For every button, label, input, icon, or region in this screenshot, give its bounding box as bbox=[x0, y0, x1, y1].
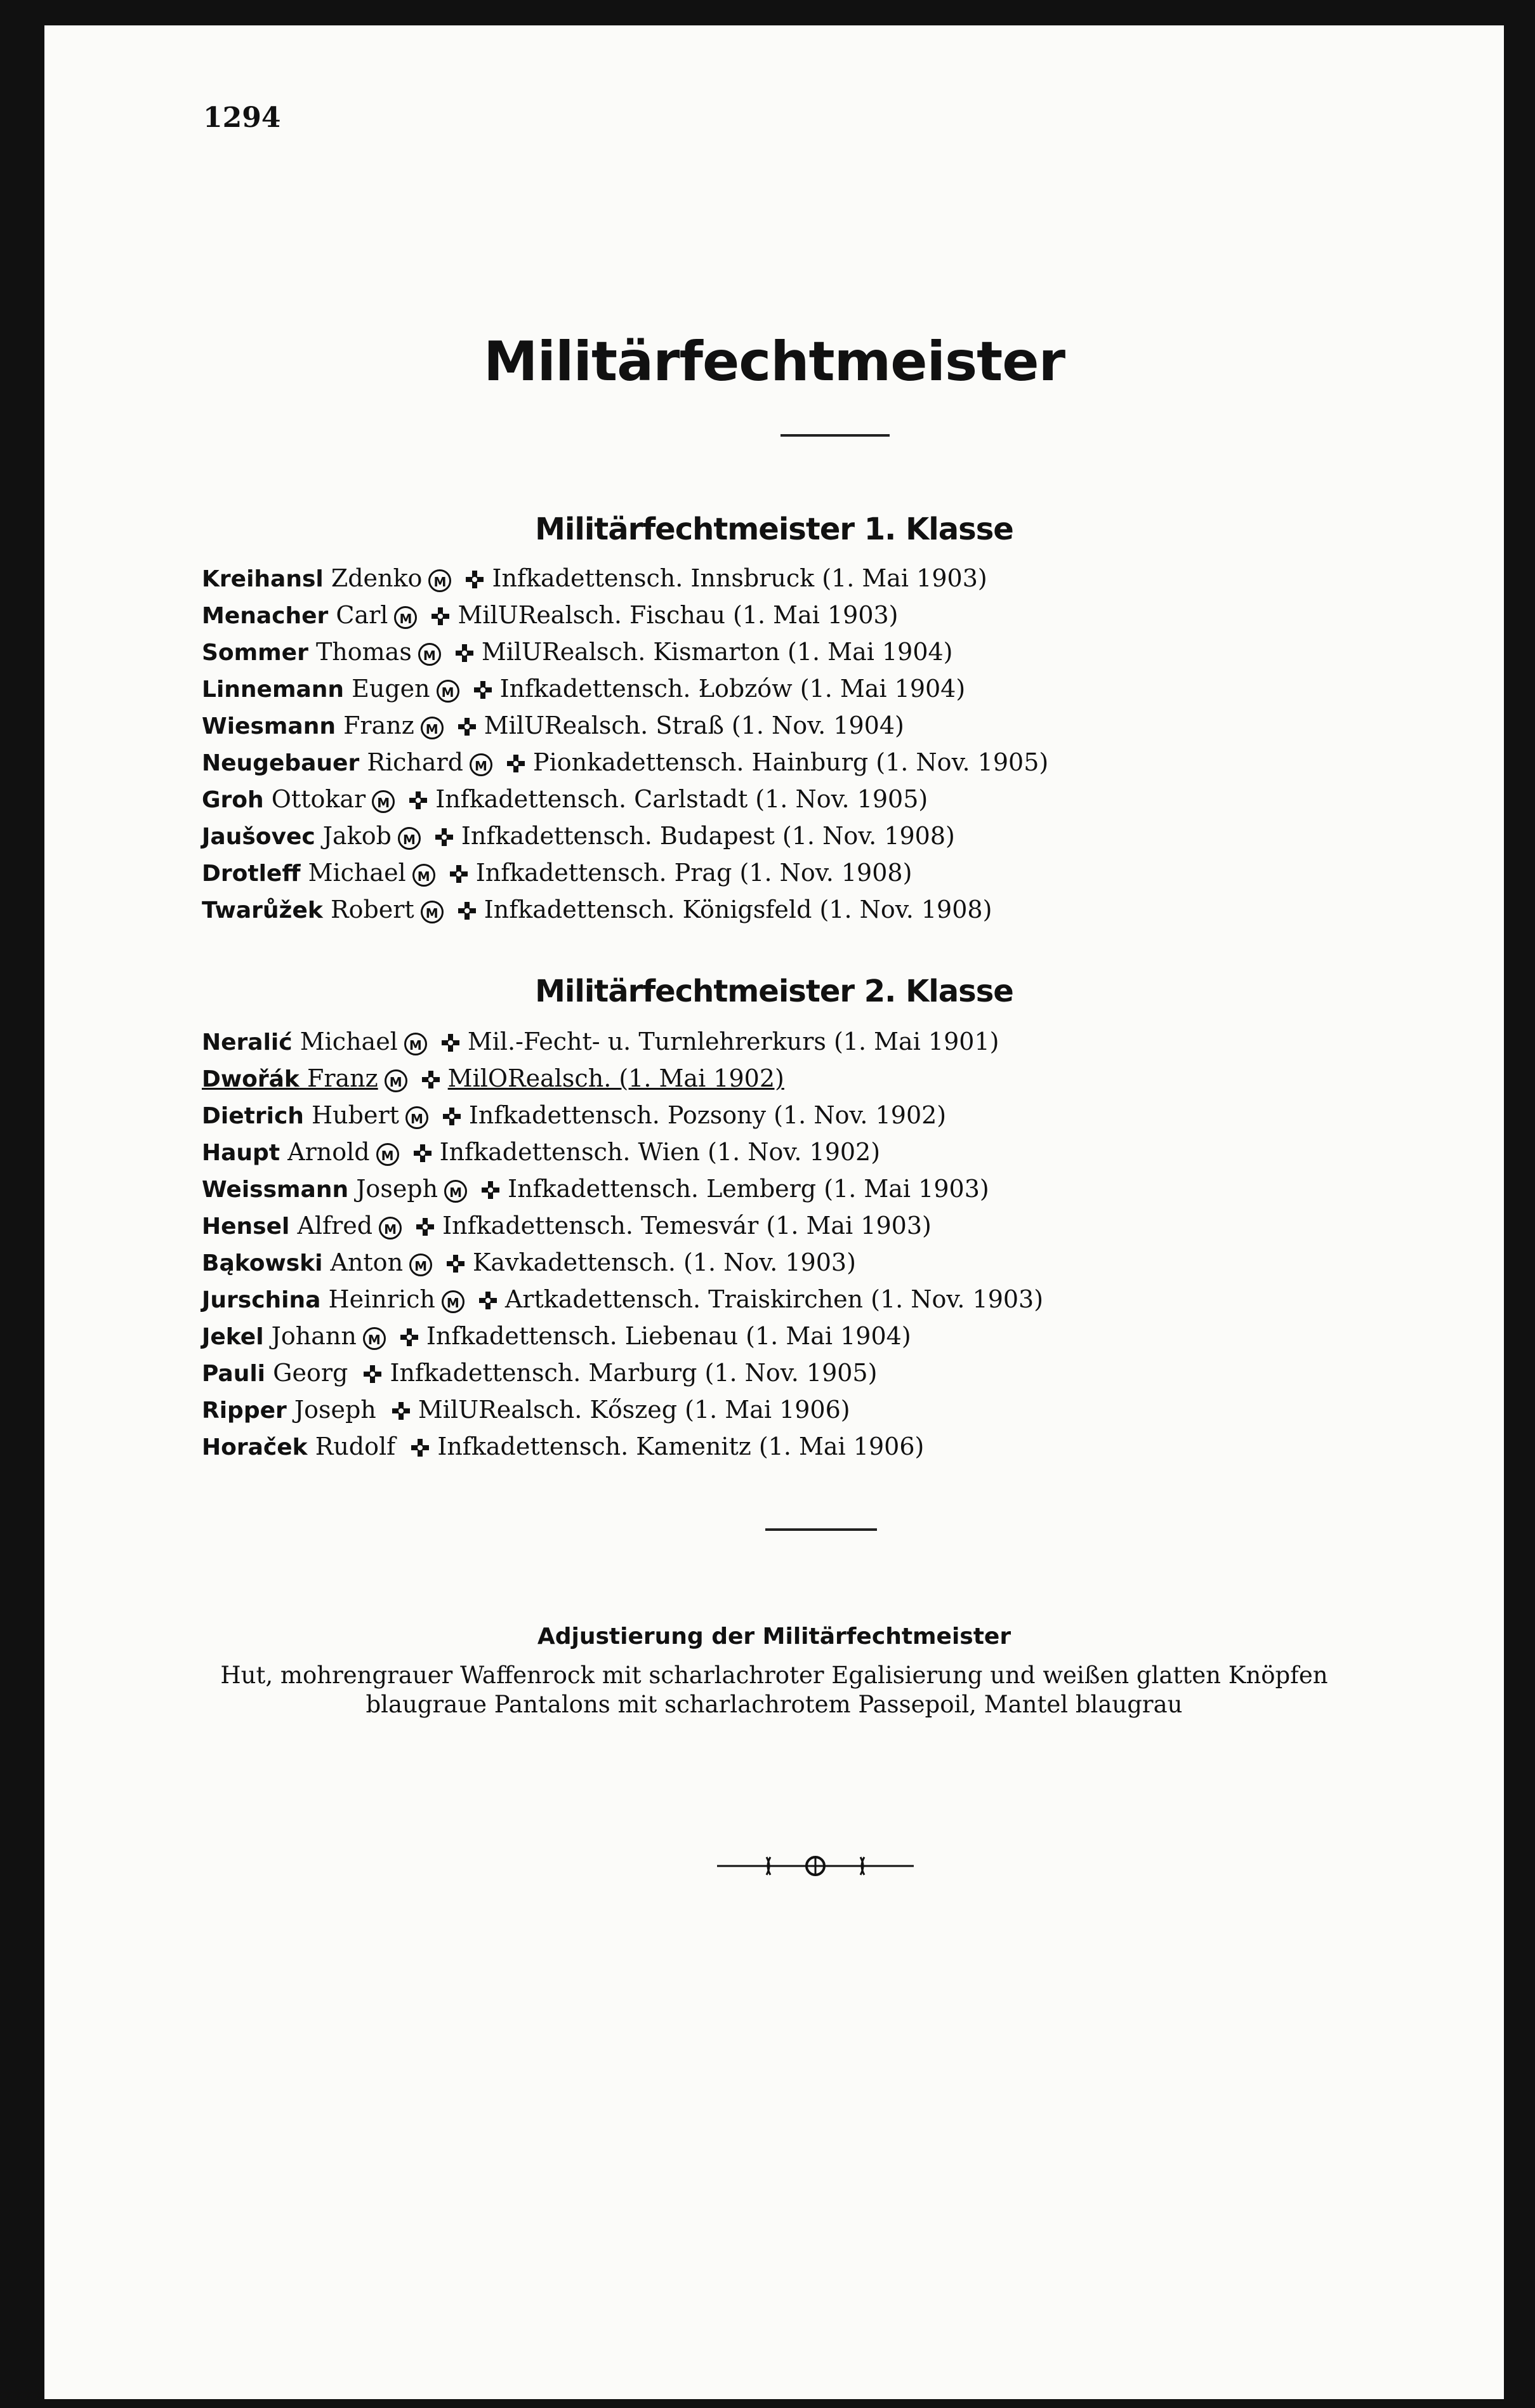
list-item bbox=[202, 1428, 1043, 1465]
entry-detail: Infkadettensch. Temesvár (1. Mai 1903) bbox=[442, 1212, 932, 1240]
list-item bbox=[202, 1244, 1043, 1281]
merit-cross-icon bbox=[481, 1173, 500, 1210]
surname: Neugebauer bbox=[202, 750, 360, 776]
list-item bbox=[202, 744, 1048, 781]
surname: Dietrich bbox=[202, 1103, 304, 1129]
entry-detail: Infkadettensch. Pozsony (1. Nov. 1902) bbox=[468, 1101, 947, 1129]
merit-cross-icon bbox=[400, 1320, 419, 1357]
surname: Wiesmann bbox=[202, 713, 336, 739]
m-circle-icon: M bbox=[412, 864, 435, 887]
list-item bbox=[202, 1060, 1043, 1097]
merit-cross-icon bbox=[506, 746, 525, 783]
merit-cross-icon bbox=[413, 1136, 432, 1173]
given-name: Georg bbox=[273, 1359, 348, 1387]
entry-detail: Infkadettensch. Innsbruck (1. Mai 1903) bbox=[492, 564, 987, 592]
given-name: Ottokar bbox=[271, 785, 366, 813]
given-name: Rudolf bbox=[315, 1432, 396, 1460]
list-item bbox=[202, 560, 1048, 597]
list-item bbox=[202, 1391, 1043, 1428]
m-circle-icon: M bbox=[398, 827, 421, 850]
given-name: Robert bbox=[330, 896, 414, 923]
given-name: Joseph bbox=[294, 1396, 376, 1424]
merit-cross-icon bbox=[473, 673, 492, 710]
merit-cross-icon bbox=[411, 1431, 430, 1467]
section-divider bbox=[765, 1528, 877, 1531]
entry-detail: Infkadettensch. Wien (1. Nov. 1902) bbox=[439, 1138, 881, 1166]
entry-detail: Pionkadettensch. Hainburg (1. Nov. 1905) bbox=[533, 748, 1049, 776]
entry-detail: Infkadettensch. Königsfeld (1. Nov. 1908) bbox=[484, 896, 992, 923]
list-item bbox=[202, 1170, 1043, 1207]
surname: Pauli bbox=[202, 1361, 266, 1387]
surname: Ripper bbox=[202, 1398, 287, 1424]
given-name: Heinrich bbox=[328, 1285, 435, 1313]
given-name: Eugen bbox=[352, 675, 430, 703]
m-circle-icon: M bbox=[437, 680, 459, 703]
surname: Drotleff bbox=[202, 861, 301, 887]
adjustierung-line-1: Hut, mohrengrauer Waffenrock mit scharlachroter Egalisierung und weißen glatten Knöpfen bbox=[220, 1662, 1328, 1689]
given-name: Franz bbox=[343, 711, 414, 739]
entry-detail: Infkadettensch. Marburg (1. Nov. 1905) bbox=[390, 1359, 878, 1387]
entry-detail: Infkadettensch. Lemberg (1. Mai 1903) bbox=[508, 1175, 989, 1203]
given-name: Alfred bbox=[297, 1212, 373, 1240]
surname: Jurschina bbox=[202, 1287, 321, 1313]
surname: Neralić bbox=[202, 1029, 293, 1055]
m-circle-icon: M bbox=[418, 643, 441, 666]
merit-cross-icon bbox=[363, 1357, 382, 1394]
list-item bbox=[202, 1097, 1043, 1134]
list-item bbox=[202, 670, 1048, 707]
entry-list-class-1 bbox=[202, 560, 1048, 928]
m-circle-icon: M bbox=[470, 753, 492, 776]
list-item bbox=[202, 1281, 1043, 1318]
entry-detail: Mil.-Fecht- u. Turnlehrerkurs (1. Mai 1901) bbox=[467, 1028, 999, 1055]
merit-cross-icon bbox=[442, 1099, 461, 1136]
m-circle-icon: M bbox=[421, 717, 444, 739]
m-circle-icon: M bbox=[409, 1254, 432, 1276]
m-circle-icon: M bbox=[404, 1033, 427, 1055]
entry-detail: MilURealsch. Fischau (1. Mai 1903) bbox=[458, 601, 899, 629]
surname: Hensel bbox=[202, 1214, 290, 1240]
m-circle-icon: M bbox=[444, 1180, 467, 1203]
list-item bbox=[202, 1023, 1043, 1060]
entry-detail: MilURealsch. Kőszeg (1. Mai 1906) bbox=[418, 1396, 850, 1424]
surname: Kreihansl bbox=[202, 566, 324, 592]
merit-cross-icon bbox=[458, 894, 477, 930]
surname: Twarůžek bbox=[202, 897, 323, 923]
given-name: Carl bbox=[336, 601, 388, 629]
surname: Groh bbox=[202, 787, 264, 813]
list-item bbox=[202, 1207, 1043, 1244]
merit-cross-icon bbox=[455, 636, 474, 673]
entry-detail: Infkadettensch. Prag (1. Nov. 1908) bbox=[475, 859, 912, 887]
given-name: Zdenko bbox=[331, 564, 423, 592]
surname: Jaušovec bbox=[202, 824, 315, 850]
entry-list-class-2 bbox=[202, 1023, 1043, 1465]
given-name: Johann bbox=[271, 1322, 357, 1350]
merit-cross-icon bbox=[441, 1026, 460, 1062]
section-title-class-2: Militärfechtmeister 2. Klasse bbox=[535, 974, 1013, 1009]
m-circle-icon: M bbox=[405, 1106, 428, 1129]
surname: Linnemann bbox=[202, 677, 345, 703]
given-name: Hubert bbox=[312, 1101, 399, 1129]
surname: Sommer bbox=[202, 640, 308, 666]
entry-detail: Kavkadettensch. (1. Nov. 1903) bbox=[473, 1248, 856, 1276]
merit-cross-icon bbox=[421, 1062, 440, 1099]
m-circle-icon: M bbox=[428, 569, 451, 592]
title-divider bbox=[781, 434, 890, 437]
entry-detail: MilURealsch. Straß (1. Nov. 1904) bbox=[484, 711, 904, 739]
entry-detail: Infkadettensch. Carlstadt (1. Nov. 1905) bbox=[435, 785, 928, 813]
m-circle-icon: M bbox=[379, 1217, 402, 1240]
m-circle-icon: M bbox=[394, 606, 417, 629]
merit-cross-icon bbox=[431, 599, 450, 636]
given-name: Jakob bbox=[322, 822, 392, 850]
entry-detail: Infkadettensch. Liebenau (1. Mai 1904) bbox=[426, 1322, 911, 1350]
surname: Menacher bbox=[202, 603, 329, 629]
list-item bbox=[202, 707, 1048, 744]
surname: Weissmann bbox=[202, 1177, 349, 1203]
page-number: 1294 bbox=[203, 102, 281, 134]
list-item bbox=[202, 633, 1048, 670]
surname: Haupt bbox=[202, 1140, 280, 1166]
surname: Dwořák bbox=[202, 1066, 300, 1092]
document-page bbox=[44, 25, 1504, 2399]
adjustierung-title: Adjustierung der Militärfechtmeister bbox=[537, 1624, 1011, 1650]
list-item bbox=[202, 781, 1048, 817]
given-name: Richard bbox=[367, 748, 463, 776]
m-circle-icon: M bbox=[421, 901, 444, 923]
list-item bbox=[202, 1134, 1043, 1170]
list-item bbox=[202, 1354, 1043, 1391]
m-circle-icon: M bbox=[372, 790, 395, 813]
merit-cross-icon bbox=[392, 1394, 411, 1431]
list-item bbox=[202, 854, 1048, 891]
given-name: Arnold bbox=[287, 1138, 370, 1166]
list-item bbox=[202, 1318, 1043, 1354]
ornament-divider-icon bbox=[717, 1853, 914, 1881]
merit-cross-icon bbox=[449, 857, 468, 894]
list-item bbox=[202, 891, 1048, 928]
surname: Bąkowski bbox=[202, 1250, 323, 1276]
given-name: Thomas bbox=[315, 638, 412, 666]
merit-cross-icon bbox=[458, 710, 477, 746]
merit-cross-icon bbox=[446, 1247, 465, 1283]
m-circle-icon: M bbox=[376, 1143, 399, 1166]
surname: Jekel bbox=[202, 1324, 264, 1350]
m-circle-icon: M bbox=[385, 1069, 407, 1092]
entry-detail: Artkadettensch. Traiskirchen (1. Nov. 1903) bbox=[504, 1285, 1044, 1313]
list-item bbox=[202, 817, 1048, 854]
given-name: Joseph bbox=[356, 1175, 438, 1203]
list-item bbox=[202, 597, 1048, 633]
merit-cross-icon bbox=[409, 783, 428, 820]
entry-detail: Infkadettensch. Łobzów (1. Mai 1904) bbox=[499, 675, 966, 703]
adjustierung-line-2: blaugraue Pantalons mit scharlachrotem Passepoil, Mantel blaugrau bbox=[366, 1691, 1183, 1718]
entry-detail: MilURealsch. Kismarton (1. Mai 1904) bbox=[481, 638, 953, 666]
section-title-class-1: Militärfechtmeister 1. Klasse bbox=[535, 512, 1013, 547]
merit-cross-icon bbox=[435, 820, 454, 857]
page-title: Militärfechtmeister bbox=[483, 330, 1065, 394]
given-name: Michael bbox=[300, 1028, 398, 1055]
surname: Horaček bbox=[202, 1434, 308, 1460]
m-circle-icon: M bbox=[442, 1290, 464, 1313]
given-name: Michael bbox=[308, 859, 406, 887]
merit-cross-icon bbox=[478, 1283, 497, 1320]
entry-detail: Infkadettensch. Budapest (1. Nov. 1908) bbox=[461, 822, 955, 850]
merit-cross-icon bbox=[416, 1210, 435, 1247]
merit-cross-icon bbox=[465, 562, 484, 599]
entry-detail: MilORealsch. (1. Mai 1902) bbox=[447, 1064, 784, 1092]
m-circle-icon: M bbox=[363, 1327, 386, 1350]
entry-detail: Infkadettensch. Kamenitz (1. Mai 1906) bbox=[437, 1432, 925, 1460]
given-name: Franz bbox=[306, 1064, 378, 1092]
given-name: Anton bbox=[330, 1248, 404, 1276]
